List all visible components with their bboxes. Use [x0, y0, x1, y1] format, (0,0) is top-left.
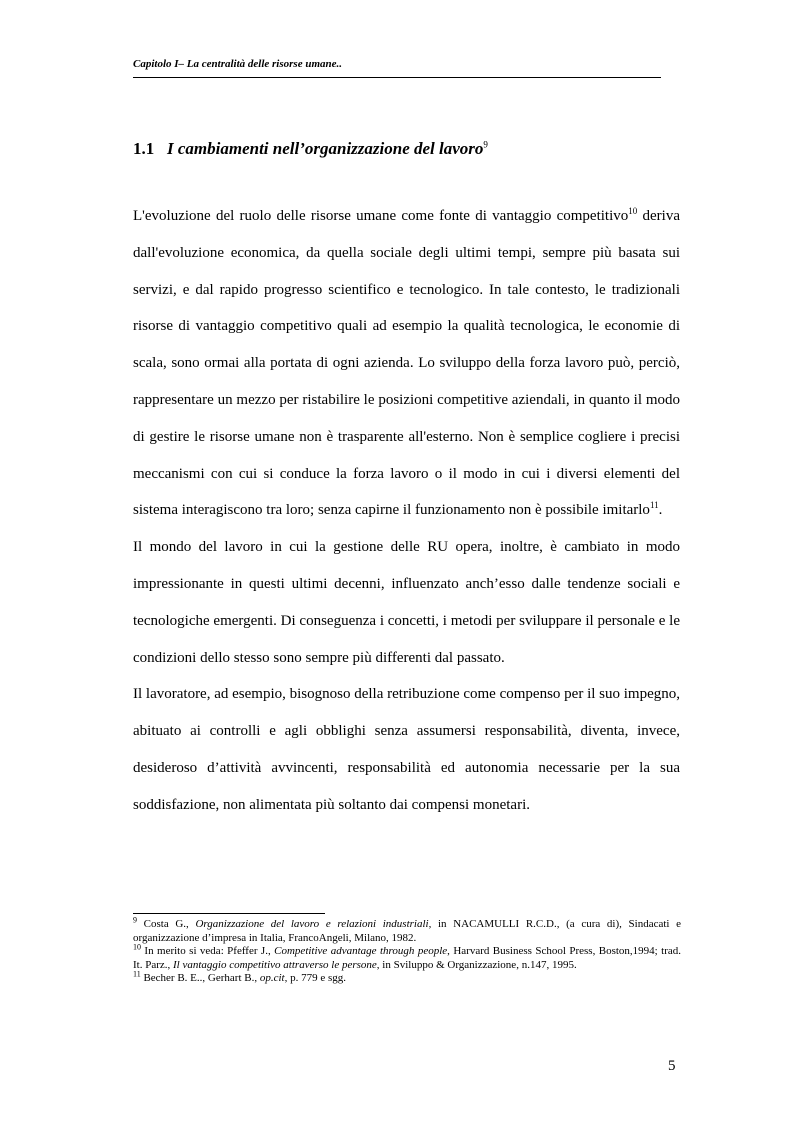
running-header: Capitolo I– La centralità delle risorse umane.. — [133, 58, 343, 70]
paragraph-text: deriva dall'evoluzione economica, da quella sociale degli ultimi tempi, sempre più basata sui servizi, e dal rapido progresso scientifico e tecnologico. In tale contesto, le tradizionali risorse di vantaggio competitivo quali ad esempio la qualità tecnologica, le economie di scala, sono ormai alla portata di ogni azienda. Lo sviluppo della forza lavoro può, perciò, rappresentare un mezzo per ristabilire le posizioni competitive aziendali, in quanto il modo di gestire le risorse umane non è trasparente all'esterno. Non è semplice cogliere i precisi meccanismi con cui si conduce la forza lavoro o il modo in cui i diversi elementi del sistema interagiscono tra loro; senza capirne il funzionamento non è possibile imitarlo — [133, 208, 680, 519]
body-text — [133, 198, 680, 824]
footnote-title: Il vantaggio competitivo attraverso le persone — [173, 958, 377, 971]
footnote-text: p. 779 e sgg. — [287, 972, 347, 984]
section-number: 1.1 — [133, 139, 155, 158]
paragraph: Il mondo del lavoro in cui la gestione delle RU opera, inoltre, è cambiato in modo impressionante in questi ultimi decenni, influenzato anch’esso dalle tendenze sociali e tecnologiche emergenti. Di conseguenza i concetti, i metodi per sviluppare il personale e le condizioni dello stesso sono sempre più differenti dal passato. — [133, 539, 680, 666]
header-rule — [133, 77, 661, 78]
footnote-ref: 9 — [483, 139, 488, 150]
footnote-title: op.cit, — [259, 972, 288, 984]
footnotes — [133, 915, 682, 986]
footnote-text: Costa G., — [137, 918, 196, 930]
paragraph-text: L'evoluzione del ruolo delle risorse umane come fonte di vantaggio competitivo — [133, 208, 629, 224]
footnote-number: 10 — [133, 942, 141, 952]
footnote-number: 11 — [133, 969, 141, 979]
section-heading — [133, 139, 673, 159]
footnote-ref: 10 — [628, 206, 638, 216]
footnote-ref: 11 — [649, 500, 659, 511]
page-number: 5 — [668, 1058, 676, 1074]
footnote-text: In merito si veda: Pfeffer J., — [141, 945, 275, 957]
footnote — [133, 969, 681, 986]
footnote-text: , Harvard Business School Press, Boston,1994; trad. It. Parz., — [133, 945, 682, 971]
paragraph: Il lavoratore, ad esempio, bisognoso della retribuzione come compenso per il suo impegno, abituato ai controlli e agli obblighi senza assumersi responsabilità, diventa, invece, desideroso d’attività avvincenti, responsabilità ed autonomia necessarie per la sua soddisfazione, non alimentata più soltanto dai compensi monetari. — [133, 686, 680, 813]
footnote-text: in NACAMULLI R.C.D., (a cura di), Sindacati e organizzazione d’impresa in Italia, FrancoAngeli, Milano, 1982. — [133, 918, 681, 944]
footnote-rule — [133, 913, 325, 914]
footnote-text: , in Sviluppo & Organizzazione, n.147, 1995. — [376, 958, 577, 971]
footnote-number: 9 — [133, 915, 137, 925]
footnote-title: Competitive advantage through people — [274, 945, 448, 957]
section-title: I cambiamenti nell’organizzazione del lavoro — [167, 139, 484, 158]
footnote-text: Becher B. E.., Gerhart B., — [140, 972, 260, 984]
footnote-title: Organizzazione del lavoro e relazioni industriali, — [195, 918, 432, 930]
footnote — [133, 915, 681, 945]
footnote — [133, 942, 682, 972]
paragraph-text: . — [658, 502, 663, 519]
paragraph — [133, 198, 680, 529]
